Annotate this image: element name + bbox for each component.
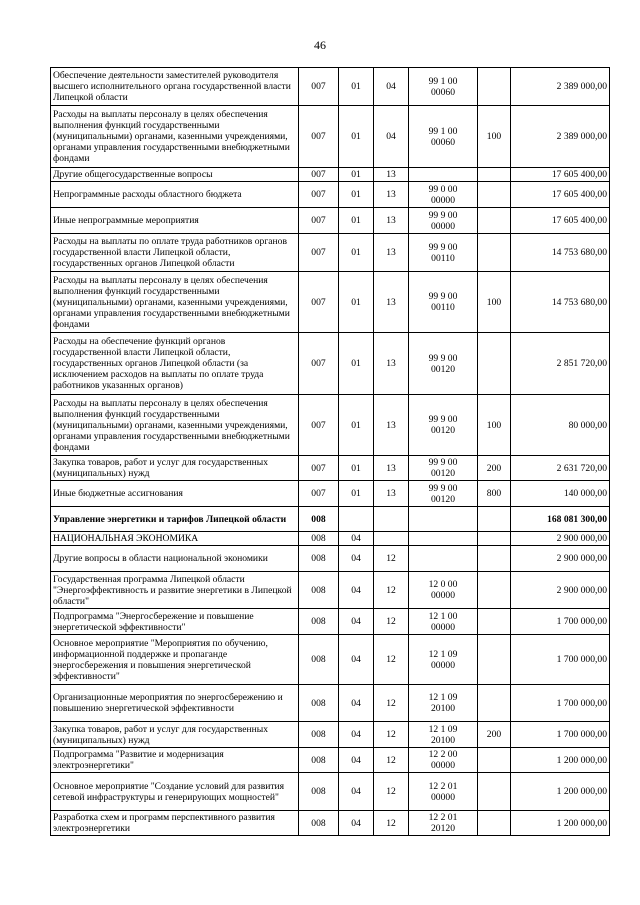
cell-csr: [409, 546, 478, 572]
cell-rz: 01: [339, 234, 374, 272]
cell-rz: 01: [339, 272, 374, 333]
cell-amount: 1 200 000,00: [511, 811, 610, 836]
cell-ved: 008: [299, 722, 339, 748]
table-row: [51, 722, 610, 748]
cell-amount: 1 700 000,00: [511, 609, 610, 635]
cell-name: Разработка схем и программ перспективного развития электроэнергетики: [51, 811, 299, 836]
cell-ved: 007: [299, 168, 339, 182]
cell-amount: 1 700 000,00: [511, 722, 610, 748]
cell-rz: 04: [339, 811, 374, 836]
cell-name: Расходы на выплаты по оплате труда работников органов государственной власти Липецкой области, государственных органов Липецкой области: [51, 234, 299, 272]
cell-csr: 12 2 00 00000: [409, 748, 478, 773]
cell-csr: 99 1 00 00060: [409, 106, 478, 168]
table-row: [51, 811, 610, 836]
cell-amount: 17 605 400,00: [511, 168, 610, 182]
cell-pr: 13: [374, 395, 409, 456]
cell-vr: [478, 507, 511, 532]
cell-vr: [478, 168, 511, 182]
cell-pr: 12: [374, 685, 409, 722]
cell-ved: 007: [299, 182, 339, 208]
cell-name: Расходы на выплаты персоналу в целях обеспечения выполнения функций государственными (муниципальными) органами, казенными учреждениями, органами управления государственными внебюджетными фондами: [51, 272, 299, 333]
cell-pr: 13: [374, 272, 409, 333]
cell-ved: 008: [299, 635, 339, 685]
cell-csr: 99 9 00 00000: [409, 208, 478, 234]
cell-amount: 2 900 000,00: [511, 546, 610, 572]
cell-vr: [478, 68, 511, 106]
cell-rz: 04: [339, 532, 374, 546]
cell-ved: 007: [299, 333, 339, 395]
cell-amount: 14 753 680,00: [511, 234, 610, 272]
cell-rz: 04: [339, 546, 374, 572]
cell-vr: [478, 546, 511, 572]
table-row: [51, 456, 610, 481]
cell-rz: [339, 507, 374, 532]
cell-pr: 12: [374, 609, 409, 635]
cell-vr: [478, 208, 511, 234]
cell-rz: 01: [339, 68, 374, 106]
cell-pr: 12: [374, 773, 409, 811]
cell-pr: 12: [374, 635, 409, 685]
cell-pr: 12: [374, 811, 409, 836]
page-number: 46: [314, 38, 326, 52]
cell-rz: 04: [339, 572, 374, 609]
cell-amount: 1 700 000,00: [511, 685, 610, 722]
cell-pr: 13: [374, 481, 409, 507]
cell-csr: 12 2 01 00000: [409, 773, 478, 811]
cell-rz: 01: [339, 168, 374, 182]
cell-amount: 168 081 300,00: [511, 507, 610, 532]
cell-amount: 1 700 000,00: [511, 635, 610, 685]
table-row: [51, 234, 610, 272]
cell-rz: 04: [339, 748, 374, 773]
cell-vr: 100: [478, 395, 511, 456]
cell-pr: 13: [374, 333, 409, 395]
cell-name: Расходы на выплаты персоналу в целях обеспечения выполнения функций государственными (муниципальными) органами, казенными учреждениями, органами управления государственными внебюджетными фондами: [51, 106, 299, 168]
cell-amount: 80 000,00: [511, 395, 610, 456]
table-row: [51, 106, 610, 168]
table-row: [51, 685, 610, 722]
cell-ved: 008: [299, 748, 339, 773]
cell-csr: [409, 532, 478, 546]
cell-csr: 12 1 09 00000: [409, 635, 478, 685]
cell-pr: 12: [374, 722, 409, 748]
table-row: [51, 272, 610, 333]
cell-amount: 2 900 000,00: [511, 532, 610, 546]
table-row: [51, 68, 610, 106]
cell-pr: 04: [374, 68, 409, 106]
cell-name: Основное мероприятие "Мероприятия по обучению, информационной поддержке и пропаганде энергосбережения и повышения энергетической эффективности": [51, 635, 299, 685]
cell-rz: 01: [339, 481, 374, 507]
cell-ved: 007: [299, 481, 339, 507]
cell-rz: 01: [339, 395, 374, 456]
cell-pr: [374, 507, 409, 532]
cell-name: Организационные мероприятия по энергосбережению и повышению энергетической эффективности: [51, 685, 299, 722]
cell-ved: 007: [299, 234, 339, 272]
cell-ved: 008: [299, 811, 339, 836]
cell-pr: 12: [374, 748, 409, 773]
cell-name: Подпрограмма "Энергосбережение и повышение энергетической эффективности": [51, 609, 299, 635]
cell-pr: 13: [374, 168, 409, 182]
cell-amount: 2 900 000,00: [511, 572, 610, 609]
cell-vr: [478, 234, 511, 272]
cell-vr: [478, 609, 511, 635]
table-row: [51, 395, 610, 456]
cell-csr: 12 1 09 20100: [409, 722, 478, 748]
cell-csr: 12 2 01 20120: [409, 811, 478, 836]
cell-vr: 100: [478, 106, 511, 168]
cell-ved: 007: [299, 395, 339, 456]
table-row: [51, 532, 610, 546]
cell-pr: 13: [374, 182, 409, 208]
cell-vr: 200: [478, 722, 511, 748]
cell-csr: 99 9 00 00120: [409, 456, 478, 481]
cell-rz: 04: [339, 635, 374, 685]
cell-name: Непрограммные расходы областного бюджета: [51, 182, 299, 208]
cell-vr: [478, 685, 511, 722]
cell-name: Расходы на выплаты персоналу в целях обеспечения выполнения функций государственными (муниципальными) органами, казенными учреждениями, органами управления государственными внебюджетными фондами: [51, 395, 299, 456]
cell-rz: 01: [339, 456, 374, 481]
cell-amount: 14 753 680,00: [511, 272, 610, 333]
cell-amount: 2 851 720,00: [511, 333, 610, 395]
cell-pr: 13: [374, 208, 409, 234]
cell-pr: 12: [374, 546, 409, 572]
cell-name: Государственная программа Липецкой области "Энергоэффективность и развитие энергетики в Липецкой области": [51, 572, 299, 609]
table-row: [51, 507, 610, 532]
cell-pr: 13: [374, 234, 409, 272]
cell-rz: 01: [339, 182, 374, 208]
cell-vr: [478, 333, 511, 395]
cell-name: Иные непрограммные мероприятия: [51, 208, 299, 234]
cell-csr: 12 1 00 00000: [409, 609, 478, 635]
table-row: [51, 333, 610, 395]
table-row: [51, 208, 610, 234]
cell-name: Закупка товаров, работ и услуг для государственных (муниципальных) нужд: [51, 456, 299, 481]
cell-vr: [478, 572, 511, 609]
cell-csr: 99 9 00 00120: [409, 395, 478, 456]
cell-ved: 007: [299, 106, 339, 168]
cell-rz: 04: [339, 773, 374, 811]
cell-csr: 99 9 00 00120: [409, 333, 478, 395]
cell-name: Закупка товаров, работ и услуг для государственных (муниципальных) нужд: [51, 722, 299, 748]
cell-ved: 008: [299, 773, 339, 811]
table-row: [51, 546, 610, 572]
cell-vr: [478, 773, 511, 811]
table-row: [51, 635, 610, 685]
cell-ved: 007: [299, 456, 339, 481]
cell-name: Управление энергетики и тарифов Липецкой области: [51, 507, 299, 532]
cell-vr: [478, 635, 511, 685]
cell-pr: 12: [374, 572, 409, 609]
cell-rz: 01: [339, 106, 374, 168]
cell-vr: [478, 532, 511, 546]
cell-rz: 04: [339, 609, 374, 635]
cell-rz: 04: [339, 722, 374, 748]
cell-csr: [409, 168, 478, 182]
cell-name: НАЦИОНАЛЬНАЯ ЭКОНОМИКА: [51, 532, 299, 546]
cell-amount: 17 605 400,00: [511, 208, 610, 234]
cell-vr: 200: [478, 456, 511, 481]
cell-vr: 100: [478, 272, 511, 333]
cell-name: Обеспечение деятельности заместителей руководителя высшего исполнительного органа государственной власти Липецкой области: [51, 68, 299, 106]
cell-vr: [478, 748, 511, 773]
table-row: [51, 748, 610, 773]
table-row: [51, 773, 610, 811]
cell-vr: [478, 811, 511, 836]
cell-name: Основное мероприятие "Создание условий для развития сетевой инфраструктуры и генерирующих мощностей": [51, 773, 299, 811]
cell-csr: 99 0 00 00000: [409, 182, 478, 208]
cell-rz: 04: [339, 685, 374, 722]
cell-csr: 99 9 00 00110: [409, 234, 478, 272]
cell-amount: 2 389 000,00: [511, 106, 610, 168]
cell-amount: 17 605 400,00: [511, 182, 610, 208]
cell-name: Подпрограмма "Развитие и модернизация электроэнергетики": [51, 748, 299, 773]
table-row: [51, 182, 610, 208]
cell-amount: 1 200 000,00: [511, 773, 610, 811]
cell-csr: 99 1 00 00060: [409, 68, 478, 106]
cell-ved: 007: [299, 68, 339, 106]
cell-vr: 800: [478, 481, 511, 507]
cell-ved: 008: [299, 609, 339, 635]
cell-ved: 008: [299, 532, 339, 546]
cell-ved: 007: [299, 208, 339, 234]
cell-ved: 008: [299, 572, 339, 609]
cell-name: Другие общегосударственные вопросы: [51, 168, 299, 182]
table-row: [51, 609, 610, 635]
cell-rz: 01: [339, 208, 374, 234]
cell-ved: 008: [299, 546, 339, 572]
cell-name: Расходы на обеспечение функций органов государственной власти Липецкой области, государственных органов Липецкой области (за исключением расходов на выплаты по оплате труда работников указанных органов): [51, 333, 299, 395]
cell-pr: [374, 532, 409, 546]
cell-amount: 1 200 000,00: [511, 748, 610, 773]
table-row: [51, 572, 610, 609]
cell-csr: 99 9 00 00120: [409, 481, 478, 507]
cell-csr: [409, 507, 478, 532]
cell-name: Другие вопросы в области национальной экономики: [51, 546, 299, 572]
cell-amount: 2 631 720,00: [511, 456, 610, 481]
cell-pr: 13: [374, 456, 409, 481]
cell-ved: 008: [299, 685, 339, 722]
table-row: [51, 481, 610, 507]
cell-ved: 007: [299, 272, 339, 333]
budget-table: [50, 67, 610, 836]
cell-amount: 2 389 000,00: [511, 68, 610, 106]
cell-amount: 140 000,00: [511, 481, 610, 507]
cell-csr: 12 1 09 20100: [409, 685, 478, 722]
cell-ved: 008: [299, 507, 339, 532]
cell-vr: [478, 182, 511, 208]
cell-rz: 01: [339, 333, 374, 395]
table-row: [51, 168, 610, 182]
cell-csr: 99 9 00 00110: [409, 272, 478, 333]
cell-csr: 12 0 00 00000: [409, 572, 478, 609]
cell-pr: 04: [374, 106, 409, 168]
cell-name: Иные бюджетные ассигнования: [51, 481, 299, 507]
